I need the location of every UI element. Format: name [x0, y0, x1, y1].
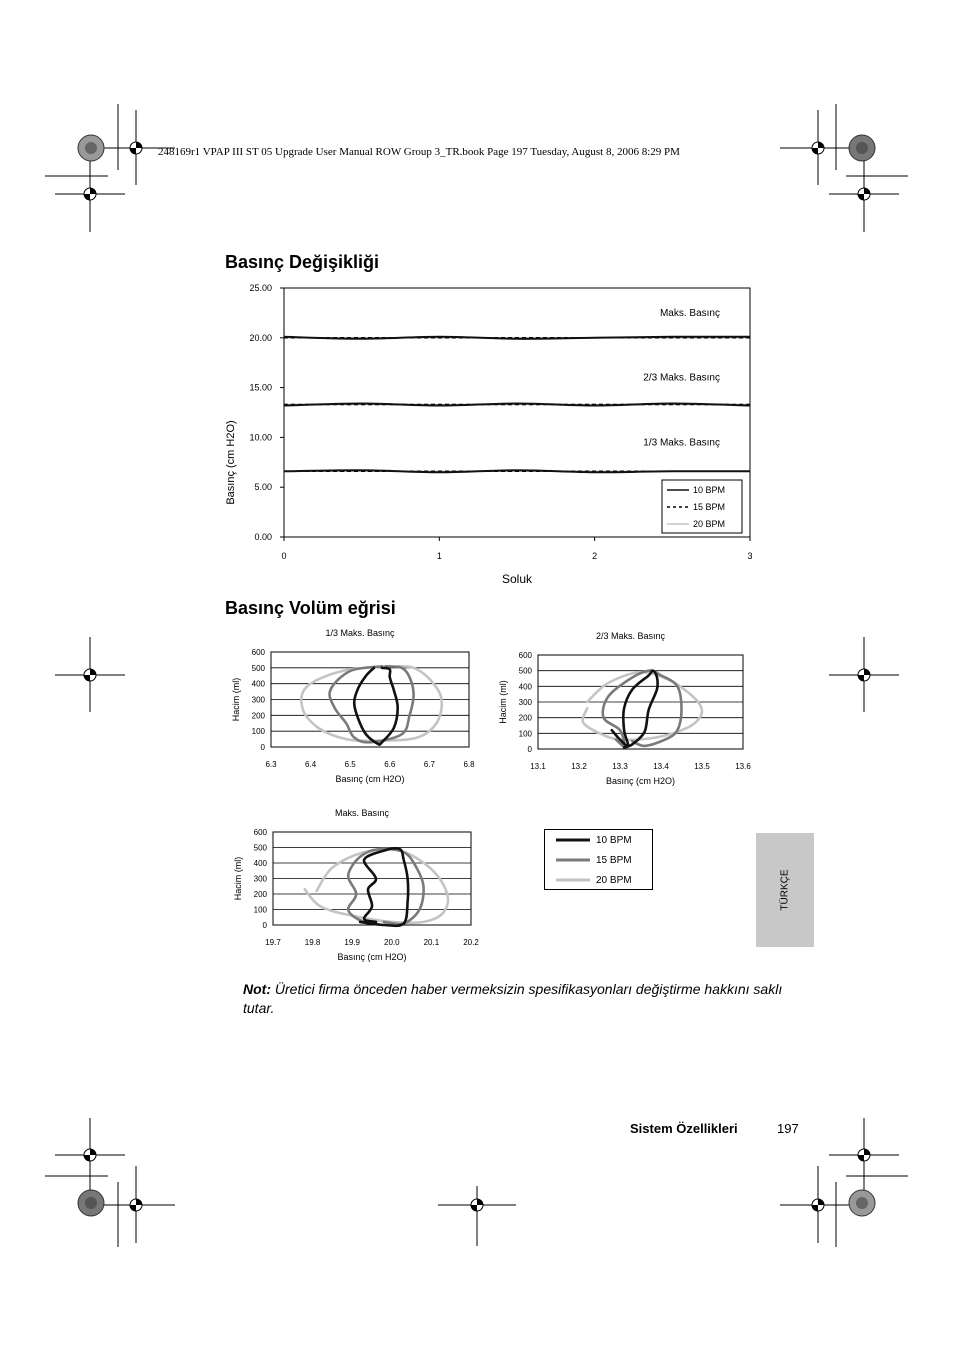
- x-tick-label: 6.4: [305, 760, 317, 769]
- y-tick-label: 0: [260, 743, 265, 752]
- y-tick-label: 400: [518, 682, 532, 692]
- page-number: 197: [777, 1121, 799, 1136]
- legend-label: 20 BPM: [596, 875, 632, 886]
- x-tick-label: 20.2: [463, 938, 479, 947]
- x-tick-label: 13.6: [735, 762, 751, 771]
- x-tick-label: 1: [436, 551, 442, 561]
- x-tick-label: 0: [281, 551, 287, 561]
- x-tick-label: 20.1: [423, 938, 440, 947]
- chart-title: Maks. Basınç: [334, 808, 390, 818]
- x-axis-label: Basınç (cm H2O): [337, 952, 407, 962]
- chart-title: 1/3 Maks. Basınç: [325, 628, 395, 638]
- note-paragraph: [243, 980, 783, 1018]
- y-tick-label: 600: [518, 651, 532, 660]
- pressure-volume-title: Basınç Volüm eğrisi: [225, 598, 396, 618]
- footer-section-name: Sistem Özellikleri: [630, 1121, 738, 1136]
- y-tick-label: 200: [518, 713, 532, 723]
- y-tick-label: 0.00: [254, 532, 272, 542]
- x-tick-label: 6.3: [265, 760, 277, 769]
- y-axis-label: Basınç (cm H2O): [225, 420, 237, 505]
- pv-chart-max: [225, 805, 485, 970]
- pv-chart-one-third: [225, 622, 485, 792]
- x-tick-label: 19.8: [304, 938, 321, 947]
- x-axis-label: Soluk: [501, 572, 533, 586]
- legend-label: 15 BPM: [693, 502, 726, 512]
- pressure-change-chart: [218, 280, 763, 590]
- level-annotation: Maks. Basınç: [659, 307, 720, 319]
- language-tab: [756, 833, 814, 947]
- x-tick-label: 13.3: [612, 762, 628, 771]
- y-tick-label: 600: [253, 828, 267, 837]
- language-tab-label: TÜRKÇE: [779, 869, 791, 911]
- y-tick-label: 25.00: [249, 283, 272, 293]
- y-axis-label: Hacim (ml): [231, 677, 241, 722]
- y-tick-label: 200: [251, 711, 265, 721]
- y-axis-label: Hacim (ml): [498, 680, 508, 724]
- x-tick-label: 13.4: [653, 762, 669, 771]
- x-tick-label: 6.7: [423, 760, 435, 769]
- x-tick-label: 3: [747, 551, 753, 561]
- y-tick-label: 15.00: [249, 382, 272, 393]
- legend-label: 15 BPM: [596, 855, 632, 866]
- y-tick-label: 600: [251, 648, 265, 657]
- y-tick-label: 300: [518, 698, 532, 707]
- y-tick-label: 500: [518, 666, 532, 676]
- print-header: 248169r1 VPAP III ST 05 Upgrade User Manual ROW Group 3_TR.book Page 197 Tuesday, August 8, 2006 8:29 PM: [158, 146, 680, 158]
- y-tick-label: 300: [251, 695, 265, 705]
- note-text: Üretici firma önceden haber vermeksizin spesifikasyonları değiştirme hakkını saklı tutar.: [243, 981, 783, 1016]
- y-tick-label: 400: [253, 859, 267, 868]
- y-axis-label: Hacim (ml): [233, 856, 243, 901]
- y-tick-label: 500: [253, 843, 267, 853]
- y-tick-label: 300: [253, 874, 267, 884]
- x-tick-label: 19.9: [344, 938, 360, 947]
- y-tick-label: 100: [518, 729, 532, 739]
- legend-label: 20 BPM: [693, 519, 726, 529]
- y-tick-label: 10.00: [249, 432, 272, 443]
- x-axis-label: Basınç (cm H2O): [605, 776, 676, 786]
- x-tick-label: 6.8: [463, 760, 475, 769]
- level-annotation: 2/3 Maks. Basınç: [643, 372, 720, 384]
- x-tick-label: 13.2: [571, 762, 587, 771]
- note-label: Not:: [243, 981, 271, 997]
- pv-legend: [544, 829, 654, 891]
- y-tick-label: 100: [253, 905, 267, 915]
- x-tick-label: 20.0: [384, 938, 400, 947]
- legend-label: 10 BPM: [693, 485, 726, 495]
- y-tick-label: 100: [251, 727, 265, 737]
- y-tick-label: 5.00: [254, 482, 272, 493]
- y-tick-label: 20.00: [249, 332, 272, 343]
- pv-chart-two-thirds: [492, 625, 762, 795]
- x-tick-label: 13.1: [530, 762, 546, 771]
- x-tick-label: 6.5: [344, 760, 356, 769]
- x-tick-label: 19.7: [265, 938, 281, 947]
- chart-title: 2/3 Maks. Basınç: [595, 631, 666, 641]
- y-tick-label: 400: [251, 679, 265, 689]
- x-tick-label: 13.5: [694, 762, 710, 771]
- y-tick-label: 0: [527, 745, 532, 754]
- x-tick-label: 2: [592, 551, 598, 561]
- level-annotation: 1/3 Maks. Basınç: [643, 437, 720, 449]
- x-tick-label: 6.6: [384, 760, 396, 769]
- x-axis-label: Basınç (cm H2O): [335, 774, 405, 784]
- y-tick-label: 0: [262, 921, 267, 930]
- legend-label: 10 BPM: [596, 835, 632, 846]
- y-tick-label: 500: [251, 663, 265, 673]
- y-tick-label: 200: [253, 890, 267, 899]
- pressure-change-title: Basınç Değişikliği: [225, 252, 380, 272]
